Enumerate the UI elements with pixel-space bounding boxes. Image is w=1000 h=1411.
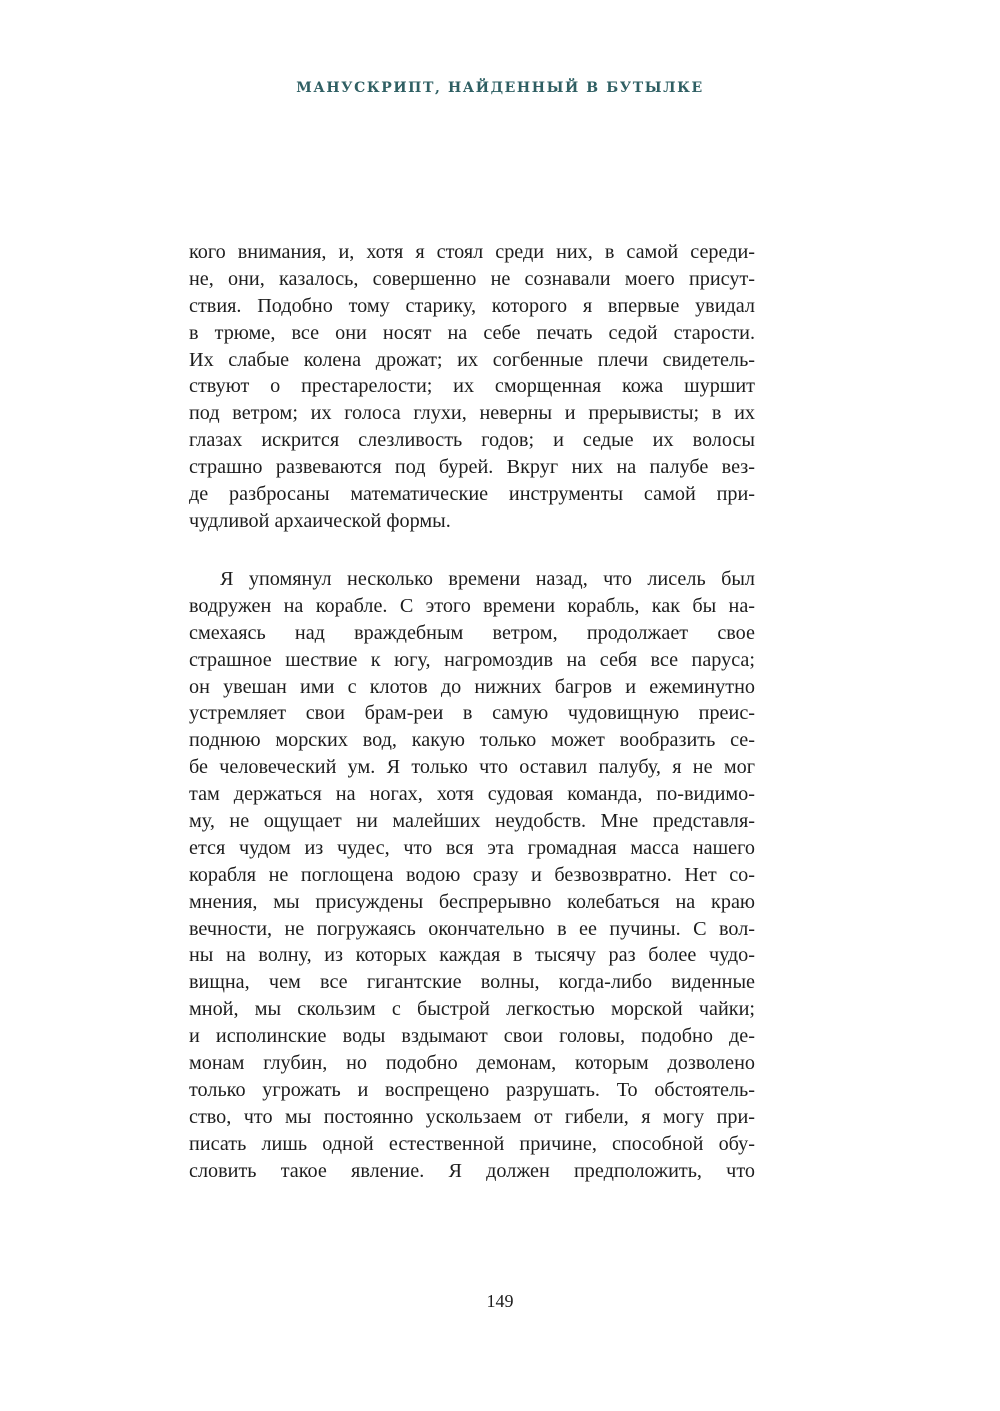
text-line: монам глубин, но подобно демонам, которым дозволено <box>189 1052 755 1075</box>
text-line: бе человеческий ум. Я только что оставил палубу, я не мог <box>189 756 755 779</box>
text-line: Их слабые колена дрожат; их согбенные плечи свидетель- <box>189 348 755 371</box>
text-line: смехаясь над враждебным ветром, продолжает свое <box>189 621 755 644</box>
text-line: ется чудом из чудес, что вся эта громадная масса нашего <box>189 836 755 859</box>
text-line: вечности, не погружаясь окончательно в ее пучины. С вол- <box>189 917 755 940</box>
text-line: устремляет свои брам-реи в самую чудовищную преис- <box>189 702 755 725</box>
text-line: словить такое явление. Я должен предположить, что <box>189 1159 755 1182</box>
text-line: под ветром; их голоса глухи, неверны и прерывисты; в их <box>189 402 755 425</box>
text-line: ны на волну, из которых каждая в тысячу раз более чудо- <box>189 944 755 967</box>
running-header-title: МАНУСКРИПТ, НАЙДЕННЫЙ В БУТЫЛКЕ <box>296 80 704 96</box>
text-line: в трюме, все они носят на себе печать седой старости. <box>189 321 755 344</box>
text-line: и исполинские воды вздымают свои головы, подобно де- <box>189 1025 755 1048</box>
text-line: только угрожать и воспрещено разрушать. То обстоятель- <box>189 1078 755 1101</box>
text-line: Я упомянул несколько времени назад, что лисель был <box>220 568 755 590</box>
text-line: страшно развеваются под бурей. Вкруг них на палубе вез- <box>189 456 755 479</box>
text-line: ствия. Подобно тому старику, которого я впервые увидал <box>189 294 755 317</box>
text-line: водружен на корабле. С этого времени корабль, как бы на- <box>189 594 755 617</box>
paragraph-1 <box>189 239 755 535</box>
text-line: корабля не поглощена водою сразу и безвозвратно. Нет со- <box>189 863 755 886</box>
text-line: глазах искрится слезливость годов; и седые их волосы <box>189 429 755 452</box>
text-line: не, они, казалось, совершенно не сознавали моего присут- <box>189 267 755 290</box>
paragraph-2 <box>189 566 755 1184</box>
text-line: му, не ощущает ни малейших неудобств. Мне представля- <box>189 810 755 833</box>
text-line: поднюю морских вод, какую только может вообразить се- <box>189 729 755 752</box>
text-line: кого внимания, и, хотя я стоял среди них, в самой середи- <box>189 241 755 263</box>
text-line: он увешан ими с клотов до нижних багров и ежеминутно <box>189 675 755 698</box>
text-line: мнения, мы присуждены беспрерывно колебаться на краю <box>189 890 755 913</box>
text-line: писать лишь одной естественной причине, способной обу- <box>189 1132 755 1155</box>
text-line: страшное шествие к югу, нагромоздив на себя все паруса; <box>189 648 755 671</box>
text-line: чудливой архаической формы. <box>189 509 451 532</box>
text-line: там держаться на ногах, хотя судовая команда, по-видимо- <box>189 783 755 806</box>
text-line: вищна, чем все гигантские волны, когда-либо виденные <box>189 971 755 994</box>
page-number: 149 <box>486 1291 514 1311</box>
text-line: мной, мы скользим с быстрой легкостью морской чайки; <box>189 998 755 1021</box>
text-line: де разбросаны математические инструменты самой при- <box>189 483 755 506</box>
text-line: ствуют о престарелости; их сморщенная кожа шуршит <box>189 375 755 398</box>
text-line: ство, что мы постоянно ускользаем от гибели, я могу при- <box>189 1105 755 1128</box>
